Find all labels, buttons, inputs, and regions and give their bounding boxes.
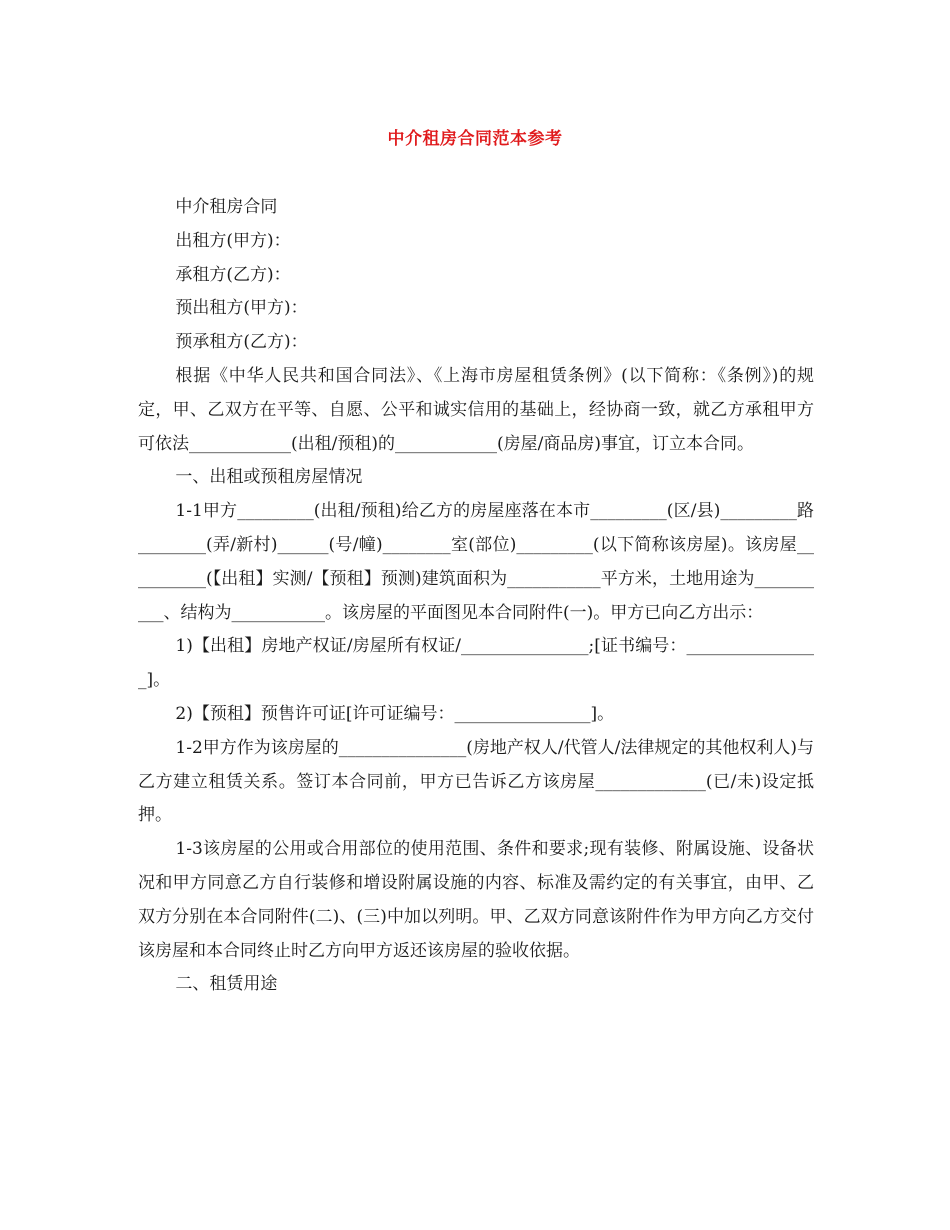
document-body bbox=[138, 191, 814, 1002]
clause-1-2: 1-2甲方作为该房屋的_______________(房地产权人/代管人/法律规定的其他权利人)与乙方建立租赁关系。签订本合同前，甲方已告诉乙方该房屋_____________(已/未)设定抵押。 bbox=[138, 737, 814, 826]
contract-name: 中介租房合同 bbox=[175, 197, 278, 217]
section-2-heading: 二、租赁用途 bbox=[175, 974, 278, 995]
lessor-line: 出租方(甲方)： bbox=[175, 230, 291, 251]
clause-1-3: 1-3该房屋的公用或合用部位的使用范围、条件和要求;现有装修、附属设施、设备状况和甲方同意乙方自行装修和增设附属设施的内容、标准及需约定的有关事宜，由甲、乙双方分别在本合同附件(二)、(三)中加以列明。甲、乙双方同意该附件作为甲方向乙方交付该房屋和本合同终止时乙方向甲方返还该房屋的验收依据。 bbox=[138, 839, 814, 961]
section-1-heading: 一、出租或预租房屋情况 bbox=[175, 467, 363, 488]
pre-lessor-line: 预出租方(甲方)： bbox=[175, 298, 308, 319]
lessee-line: 承租方(乙方)： bbox=[175, 264, 291, 285]
clause-1-1: 1-1甲方_________(出租/预租)给乙方的房屋座落在本市_________(区/县)_________路________(弄/新村)______(号/幢)________室(部位)_________(以下简称该房屋)。该房屋__________(【出租】实测/【预租】预测)建筑面积为___________平方米，土地用途为__________、结构为___________。该房屋的平面图见本合同附件(一)。甲方已向乙方出示： bbox=[138, 501, 814, 623]
document-title: 中介租房合同范本参考 bbox=[387, 129, 563, 149]
preamble-paragraph: 根据《中华人民共和国合同法》、《上海市房屋租赁条例》(以下简称：《条例》)的规定，甲、乙双方在平等、自愿、公平和诚实信用的基础上，经协商一致，就乙方承租甲方可依法____________(出租/预租)的____________(房屋/商品房)事宜，订立本合同。 bbox=[138, 365, 814, 454]
clause-1-1-item-2: 2)【预租】预售许可证[许可证编号：________________]。 bbox=[175, 703, 615, 724]
pre-lessee-line: 预承租方(乙方)： bbox=[175, 332, 308, 353]
clause-1-1-item-1: 1)【出租】房地产权证/房屋所有权证/_______________;[证书编号：________________]。 bbox=[138, 636, 814, 691]
